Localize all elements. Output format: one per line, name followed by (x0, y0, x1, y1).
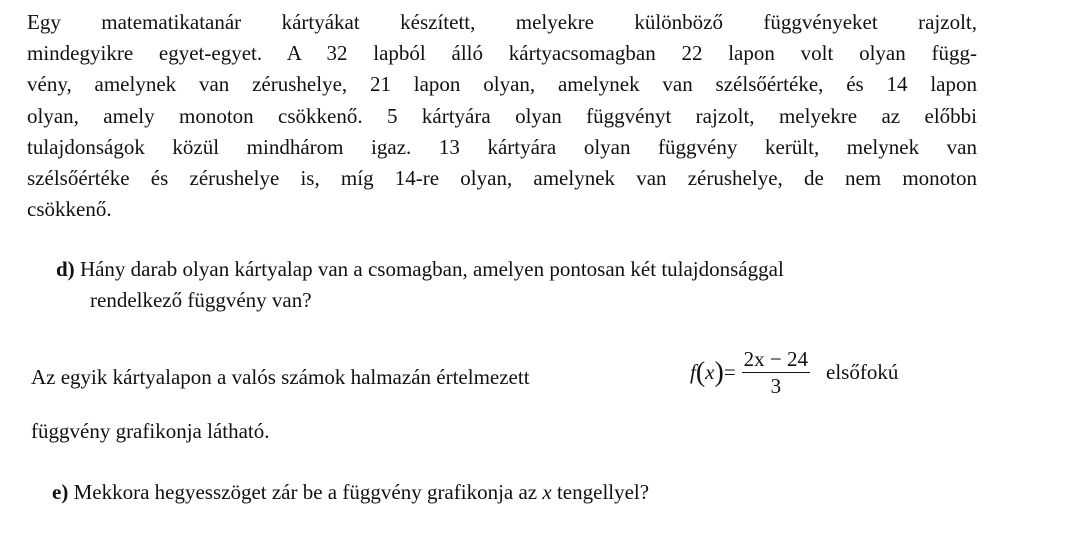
question-e-var: x (542, 480, 552, 504)
question-e-text: Mekkora hegyesszöget zár be a függvény grafikonja az (73, 480, 538, 504)
formula-lparen: ( (695, 356, 706, 388)
paragraph-line: mindegyikre egyet-egyet. A 32 lapból álló kártyacsomagban 22 lapon volt olyan függ- (27, 41, 977, 66)
problem-paragraph (27, 7, 977, 225)
function-intro-line2: függvény grafikonja látható. (31, 419, 270, 443)
question-e (52, 477, 649, 508)
question-d (56, 254, 784, 285)
formula-x: x (705, 360, 715, 384)
formula-equals: = (723, 360, 736, 384)
formula-fraction (742, 346, 810, 399)
formula-f: f (690, 360, 696, 384)
paragraph-line: csökkenő. (27, 197, 112, 222)
paragraph-line: tulajdonságok közül mindhárom igaz. 13 kártyára olyan függvény került, melynek van (27, 134, 977, 159)
question-d-text-cont: rendelkező függvény van? (90, 288, 312, 312)
formula-denominator: 3 (770, 374, 782, 398)
function-intro: Az egyik kártyalapon a valós számok halmazán értelmezett (31, 365, 530, 389)
paragraph-line: olyan, amely monoton csökkenő. 5 kártyára olyan függvényt rajzolt, melyekre az előbbi (27, 103, 977, 128)
function-intro-after: elsőfokú (826, 360, 899, 384)
formula-rparen: ) (714, 356, 724, 388)
question-d-text: Hány darab olyan kártyalap van a csomagban, amelyen pontosan két tulajdonsággal (79, 257, 784, 281)
function-formula (690, 346, 898, 399)
formula-numerator: 2x − 24 (743, 347, 809, 371)
paragraph-line: szélsőértéke és zérushelye is, míg 14-re olyan, amelynek van zérushelye, de nem monoton (27, 166, 977, 191)
question-d-label: d) (56, 257, 75, 281)
paragraph-line: Egy matematikatanár kártyákat készített, melyekre különböző függvényeket rajzolt, (27, 10, 977, 34)
question-e-label: e) (52, 480, 69, 504)
question-e-text-after: tengellyel? (556, 480, 650, 504)
paragraph-line: vény, amelynek van zérushelye, 21 lapon olyan, amelynek van szélsőértéke, és 14 lapon (27, 72, 977, 97)
